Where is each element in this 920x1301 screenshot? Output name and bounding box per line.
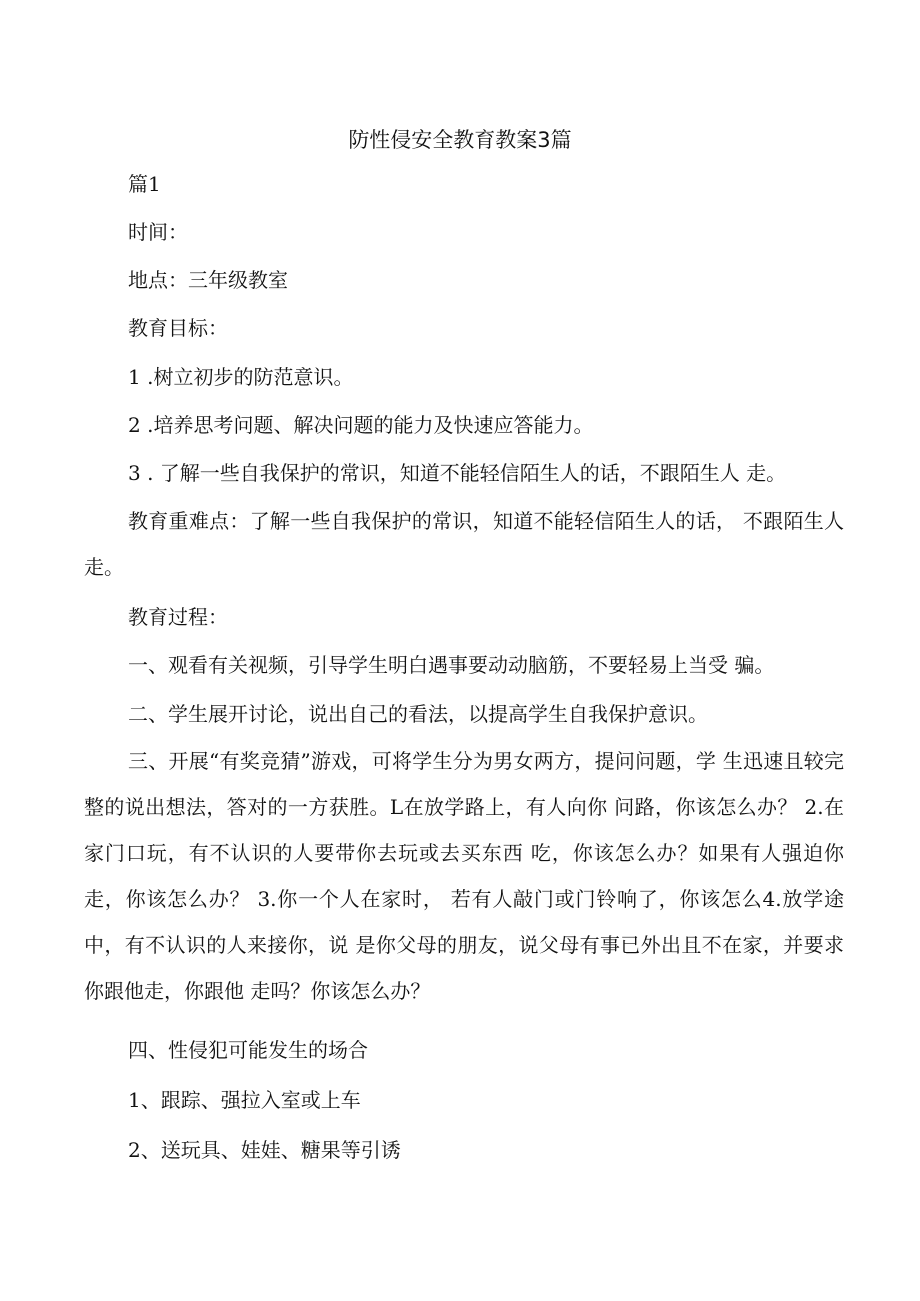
goal-item: 2 .培养思考问题、解决问题的能力及快速应答能力。 (128, 413, 594, 437)
place-line: 地点：三年级教室 (128, 268, 288, 292)
occasions-heading: 四、性侵犯可能发生的场合 (128, 1038, 368, 1062)
occasion-item: 2、送玩具、娃娃、糖果等引诱 (128, 1138, 401, 1162)
goals-heading: 教育目标： (128, 316, 228, 340)
game-paragraph: 三、开展“有奖竞猜”游戏，可将学生分为男女两方，提问问题，学 生迅速且较完整的说出想法，答对的一方获胜。L在放学路上，有人向你 问路，你该怎么办？ 2.在家门口玩，有不认识的人要带你去玩或去买东西 吃，你该怎么办？如果有人强迫你走，你该怎么办？ 3.你一个人在家时， 若有人敲门或门铃响了，你该怎么4.放学途中，有不认识的人来接你，说 是你父母的朋友，说父母有事已外出且不在家，并要求你跟他走，你跟他 走吗？你该怎么办？ (84, 749, 844, 1003)
time-label: 时间： (128, 220, 188, 244)
section-heading: 篇1 (128, 172, 161, 196)
goal-item: 3 . 了解一些自我保护的常识，知道不能轻信陌生人的话，不跟陌生人 走。 (128, 461, 787, 485)
goal-item: 1 .树立初步的防范意识。 (128, 365, 354, 389)
occasion-item: 1、跟踪、强拉入室或上车 (128, 1088, 361, 1112)
document-title: 防性侵安全教育教案3篇 (348, 128, 572, 152)
process-step: 二、学生展开讨论，说出自己的看法，以提高学生自我保护意识。 (128, 702, 708, 726)
process-step: 一、观看有关视频，引导学生明白遇事要动动脑筋，不要轻易上当受 骗。 (128, 653, 775, 677)
process-heading: 教育过程： (128, 605, 228, 629)
key-points-paragraph: 教育重难点：了解一些自我保护的常识，知道不能轻信陌生人的话， 不跟陌生人走。 (84, 509, 844, 579)
